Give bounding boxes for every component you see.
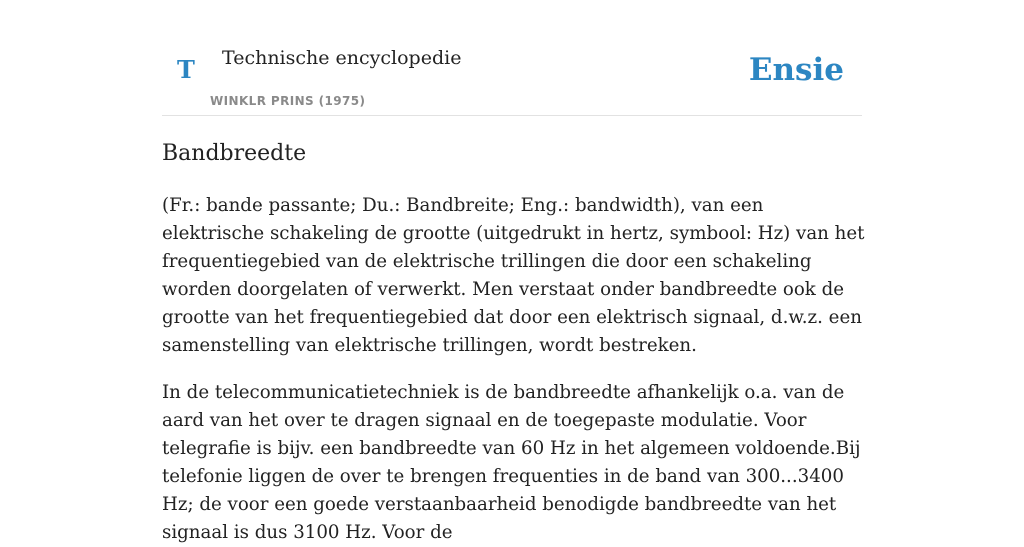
article-paragraph: (Fr.: bande passante; Du.: Bandbreite; Eng.: bandwidth), van een elektrische schakeling de grootte (uitgedrukt in hertz, symbool: Hz) van het frequentiegebied van de elektrische trillingen die door een schakeling worden doorgelaten of verwerkt. Men verstaat onder bandbreedte ook de grootte van het frequentiegebied dat door een elektrisch signaal, d.w.z. een samenstelling van elektrische trillingen, wordt bestreken. <box>162 195 865 356</box>
encyclopedia-source-label: WINKLR PRINS (1975) <box>210 94 366 108</box>
article-title: Bandbreedte <box>162 141 307 166</box>
article-body <box>162 138 868 547</box>
site-header <box>162 0 862 116</box>
article-paragraph: In de telecommunicatietechniek is de bandbreedte afhankelijk o.a. van de aard van het over te dragen signaal en de toegepaste modulatie. Voor telegrafie is bijv. een bandbreedte van 60 Hz in het algemeen voldoende.Bij telefonie liggen de over te brengen frequenties in de band van 300...3400 Hz; de voor een goede verstaanbaarheid benodigde bandbreedte van het signaal is dus 3100 Hz. Voor de <box>162 382 861 543</box>
encyclopedia-logo-icon[interactable]: T <box>177 55 195 84</box>
encyclopedia-title-link[interactable]: Technische encyclopedie <box>222 47 462 69</box>
ensie-brand-logo[interactable]: Ensie <box>748 52 844 88</box>
